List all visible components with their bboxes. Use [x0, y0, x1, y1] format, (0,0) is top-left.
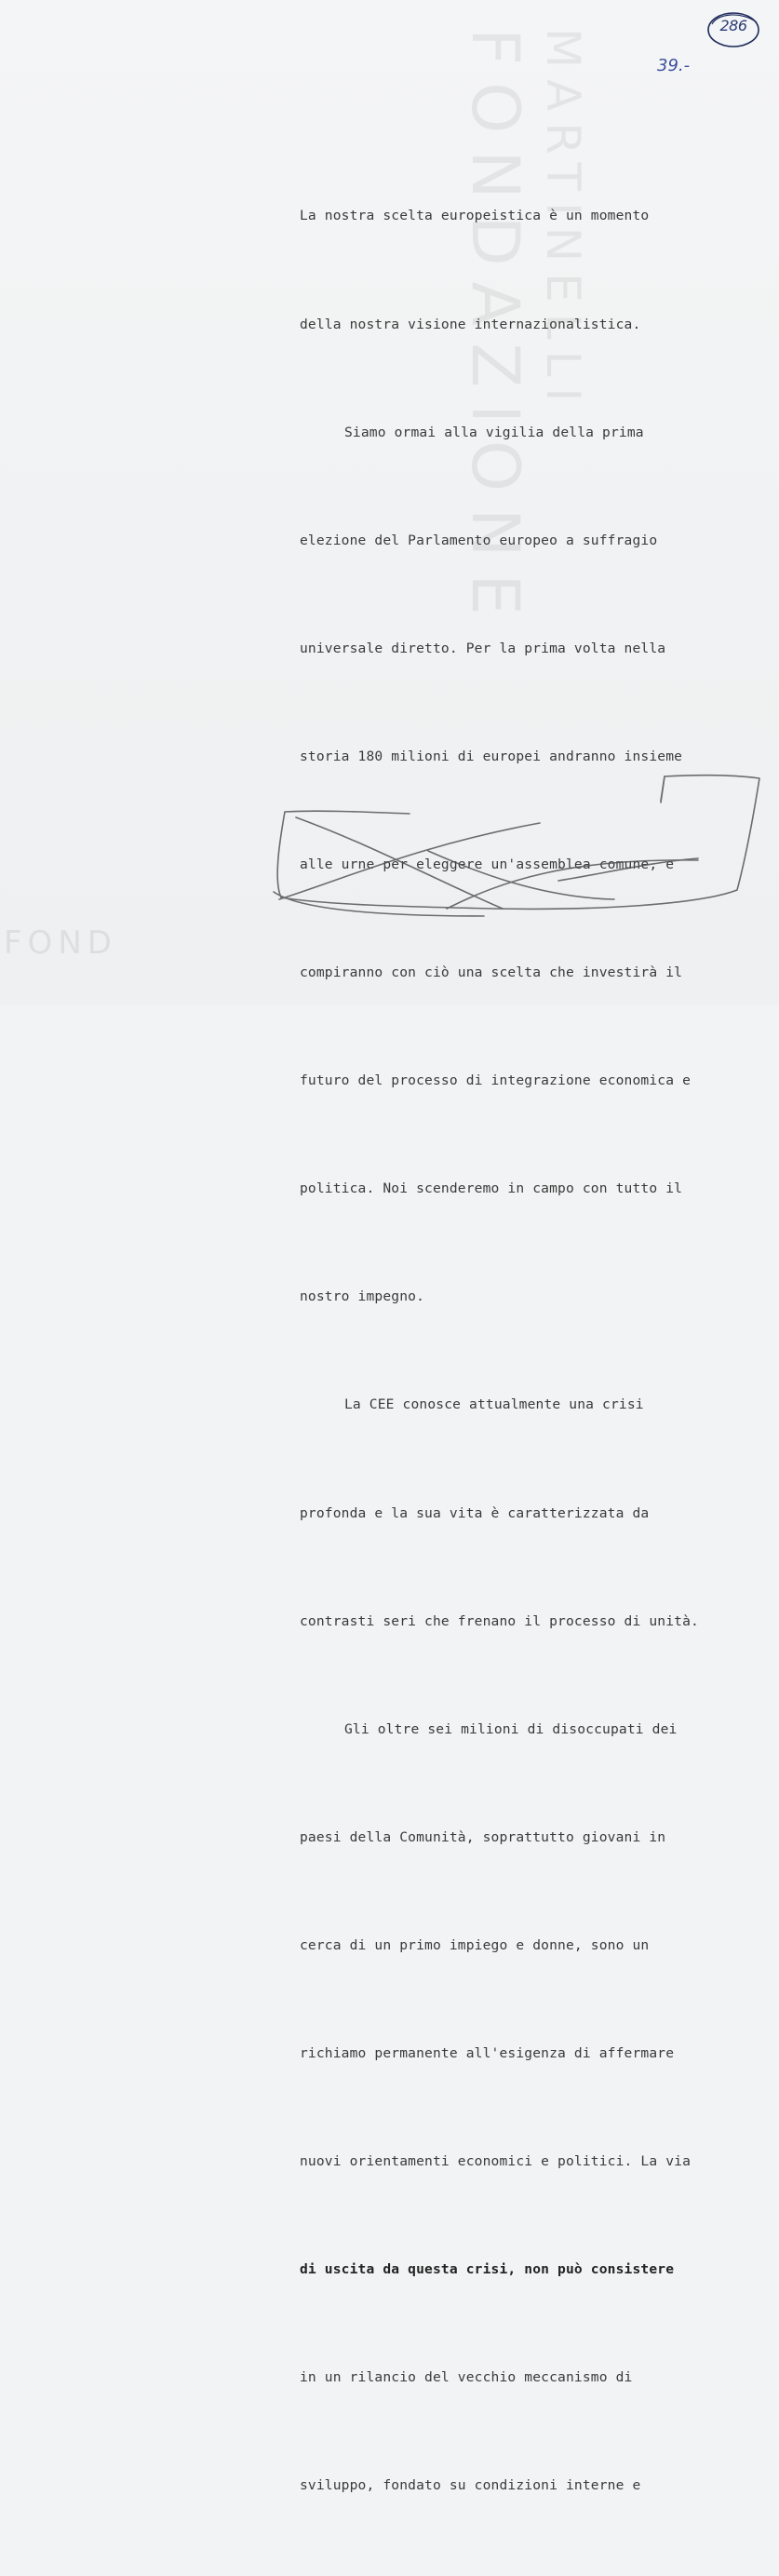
text-line: compiranno con ciò una scelta che investirà il — [300, 964, 683, 981]
svg-text:FONDAZIONE: FONDAZIONE — [457, 28, 533, 632]
page-number: 39.- — [657, 56, 691, 75]
text-line: elezione del Parlamento europeo a suffragio — [300, 532, 658, 548]
text-line: richiamo permanente all'esigenza di affermare — [300, 2045, 675, 2061]
text-line: cerca di un primo impiego e donne, sono un — [300, 1936, 650, 1953]
text-line: La nostra scelta europeistica è un momento — [300, 208, 650, 224]
text-line-struck: in un rilancio del vecchio meccanismo di — [300, 2369, 633, 2386]
text-line-struck: di uscita da questa crisi, non può consistere — [300, 2261, 675, 2278]
text-line: alle urne per eleggere un'assemblea comune, e — [300, 856, 675, 872]
text-line: Gli oltre sei milioni di disoccupati dei — [344, 1720, 678, 1737]
text-line: paesi della Comunità, soprattutto giovani in — [300, 1828, 666, 1845]
text-line: nostro impegno. — [300, 1288, 425, 1305]
svg-text:MARTINELLI: MARTINELLI — [536, 28, 590, 413]
text-line: contrasti seri che frenano il processo di unità. — [300, 1612, 699, 1629]
text-line: politica. Noi scenderemo in campo con tutto il — [300, 1180, 683, 1197]
text-line: futuro del processo di integrazione economica e — [300, 1072, 692, 1089]
text-line: universale diretto. Per la prima volta nella — [300, 640, 666, 656]
stamp-number: 286 — [719, 17, 747, 34]
text-line: della nostra visione internazionalistica. — [300, 316, 641, 332]
typed-body-text — [300, 127, 765, 2576]
archive-page-stamp — [705, 7, 762, 50]
svg-text:FOND: FOND — [4, 924, 117, 962]
archive-watermark-corner — [0, 922, 158, 962]
text-line: profonda e la sua vita è caratterizzata da — [300, 1504, 650, 1521]
text-line: Siamo ormai alla vigilia della prima — [344, 424, 644, 440]
text-line-struck: sviluppo, fondato su condizioni interne e — [300, 2477, 641, 2494]
text-line: storia 180 milioni di europei andranno insieme — [300, 748, 683, 764]
text-line: La CEE conosce attualmente una crisi — [344, 1396, 644, 1413]
text-line: nuovi orientamenti economici e politici. La via — [300, 2153, 692, 2170]
